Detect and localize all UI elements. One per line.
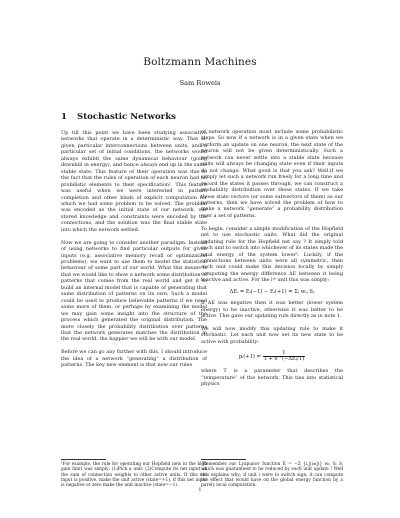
paragraph: To begin, consider a simple modification of the Hopfield net to use stochastic units. What did the original updating rule for the Hopfield net say ? It simply told each unit to switch into whichever of its states made the total energy of the system lower². Luckily, if the connections between units were all symmetric, then each unit could make this decision locally by simply computing the energy difference ΔE between it being inactive and active. For the iᵗʰ unit this was simply: <box>201 225 343 284</box>
fraction-numerator: 1 <box>263 351 306 357</box>
footnote-right: ²Remember our Lyapunov function E = −Σ_{i,j(i≠j)} wᵢⱼ Sᵢ Sⱼ which was guaranteed to be reduced by each unit update ! Well this explains why; if unit i were to switch sign, it can compute the effect that would have on the global energy function by a purely local computation. <box>201 462 343 489</box>
paragraph: where T is a parameter that describes the “temperature” of the network. This ties into statistical physics <box>201 368 343 388</box>
footnote-rule-left <box>61 459 106 460</box>
author-name: Sam Roweis <box>179 79 221 87</box>
probability-equation <box>201 351 343 362</box>
right-column <box>201 129 343 388</box>
equation-lhs: pᵢ(+1) = <box>238 354 261 361</box>
equation-fraction <box>263 351 306 362</box>
paragraph: We will now modify this updating rule to make it stochastic. Let each unit now set its new state to be active with probability: <box>201 326 343 345</box>
paragraph: Now we are going to consider another paradigm. Instead of using networks to find particular outputs for given inputs (e.g. associative memory recall or optimization problems), we want to use them to model the statistical behaviour of some part of our world. What this means is that we would like to show a network some distribution of patterns that comes from the real world and get it to build an internal model that is capable of generating that same distribution of patterns on its own. Such a model could be used to produce believable patterns if we need some more of them, or perhaps by examining the model we may gain some insight into the structure of the process which generated the original distribution. The more closely the probability distribution over patterns that the network generates matches the distribution in the real world, the happier we will be with our model. <box>61 239 207 343</box>
footnote-rule-right <box>201 459 246 460</box>
fraction-denominator: 1 + e^(−ΔEᵢ/T) <box>263 356 305 363</box>
section-number: 1 <box>61 112 67 122</box>
paragraph: Before we can go any further with this, I should introduce the idea of a network “generating” a distribution of patterns. The key new element is that now our rules <box>61 349 207 369</box>
paragraph: Up till this point we have been studying associative networks that operate in a deterministic way. That is, given particular interconnections between units, and a particular set of initial conditions, the networks would always exhibit the same dynamical behaviour (going downhill in energy), and hence always end up in the same stable state. This feature of their operation was due to the fact that the rules of operation of each neuron had no probilistic elements to their specification¹. This feature was useful when we were interested in pattern completion and other kinds of explicit computation for which we had some problem to be solved. The problem was encoded as the initial state of our network, our stored knowledge and constraints were encoded by the connections, and the solution was the final stable state into which the network settled. <box>61 130 207 233</box>
section-title: Stochastic Networks <box>77 112 176 122</box>
page-number: 1 <box>198 487 202 493</box>
energy-difference-equation: ΔEᵢ = Eᵢ(−1) − Eᵢ(+1) = Σⱼ wᵢⱼ Sⱼ <box>229 288 315 295</box>
left-column <box>61 130 207 369</box>
section-heading <box>61 112 211 122</box>
paper-title: Boltzmann Machines <box>143 56 257 68</box>
paragraph: of network operation must include some probabilistic steps. So now if a network is in a given state when we perform an update on one neuron, the next state of the neuron will not be given deterministically. Such a network can never settle into a stable state because units will always be changing state even if their inputs do not change. What good is that you ask? Well,if we simply let such a network run freely for a long time and record the states it passes through, we can construct a probability distribution over those states. If we take those state vectors (or some subvectors of them) as our patterns, then we have solved the problem of how to make a network “generate” a probability distribution over a set of patterns. <box>201 129 343 219</box>
paragraph: If ΔE was negative then it was better (lower system energy) to be inactive, otherwise it was better to be active. This gave our updating rule directly as in note 1. <box>201 300 343 320</box>
footnote-left: ¹For example, the rule for operating our Hopfield nets in the high gain limit was simply: (1)Pick a unit. (2)Compute its net input as the sum of connection weights to other active units. If this net input is positive, make the unit active (state=+1), if this net input is negative or zero make the unit inactive (state=−1). <box>61 462 207 489</box>
